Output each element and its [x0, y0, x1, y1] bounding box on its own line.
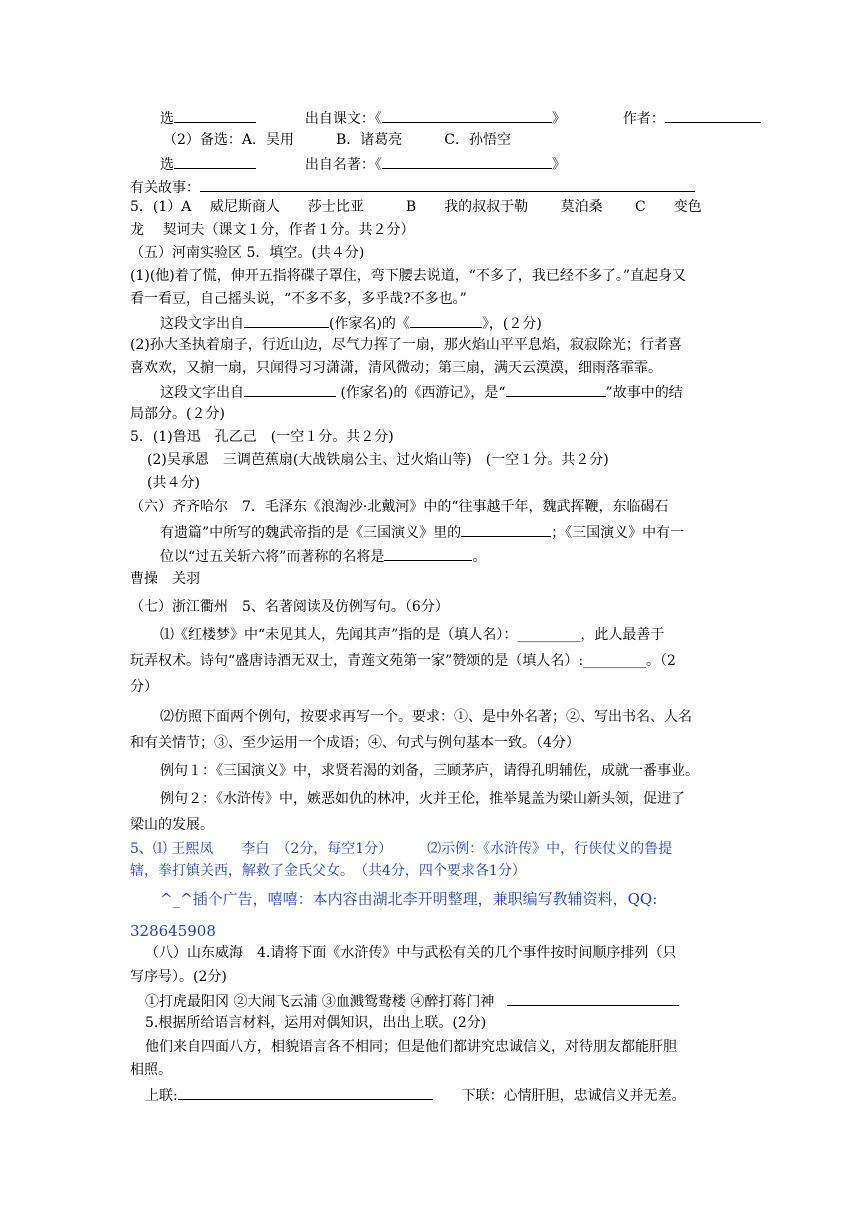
- from-text-label: 出自课文：《: [304, 111, 382, 127]
- s5-p2-line3: [160, 382, 683, 402]
- ad-line1: ^_^插个广告，嘻嘻：本内容由湖北李开明整理，兼职编写教辅资料，QQ:: [160, 890, 658, 908]
- answer-blank: [174, 154, 256, 169]
- text: (作家名)的《西游记》，是“: [340, 385, 506, 401]
- close-bracket: 》: [551, 111, 566, 127]
- s8-material-line2: 相照。: [130, 1062, 172, 1078]
- from-book-label: 出自名著：《: [304, 157, 382, 173]
- lower-couplet: 下联：心情肝胆，忠诚信义并无差。: [461, 1088, 686, 1104]
- text: ①打虎最阳冈 ②大闹飞云浦 ③血溅鸳鸯楼 ④醉打蒋门神: [145, 994, 495, 1010]
- q4-row3: [160, 154, 566, 174]
- s7-p1-line3: 分）: [130, 679, 158, 695]
- answer-blank: [200, 177, 695, 192]
- text: 这段文字出自: [160, 385, 244, 401]
- answer-blank: [506, 382, 606, 397]
- s5-p1-line2: 看一看豆，自己摇头说，“不多不多，多乎哉?不多也。”: [130, 291, 467, 307]
- s7-p2-line2: 和有关情节；③、至少运用一个成语；④、句式与例句基本一致。（4分）: [130, 735, 580, 751]
- s7-p1-line2: 玩弄权术。诗句“盛唐诗酒无双士，青莲文苑第一家”赞颂的是（填人名）:_________。（2: [130, 653, 676, 669]
- s7-answer-line1: 5、⑴ 王熙凤 李白 （2分，每空1分） ⑵示例：《水浒传》中，行侠仗义的鲁提: [130, 841, 673, 857]
- s5-answer-3: (共４分): [147, 475, 200, 491]
- ad-line2: 328645908: [130, 922, 216, 940]
- text: 有遗篇”中所写的魏武帝指的是《三国演义》里的: [160, 525, 462, 541]
- author-label: 作者：: [622, 111, 665, 127]
- select-label: 选: [160, 111, 174, 127]
- s7-p1-line1: ⑴《红楼梦》中“未见其人，先闻其声”指的是（填人名）：_________，此人最善于: [160, 627, 665, 643]
- s8-couplet: [145, 1085, 686, 1105]
- s5-p2-line1: (2)孙大圣执着扇子，行近山边，尽气力挥了一扇，那火焰山平平息焰，寂寂除光；行者喜: [130, 337, 682, 353]
- text: ”故事中的结: [605, 385, 683, 401]
- answer-blank: [665, 108, 761, 123]
- close-bracket: 》: [551, 157, 566, 173]
- q4-row4: [130, 177, 695, 197]
- answer-blank: [461, 522, 551, 537]
- section-5-heading: （五）河南实验区 5．填空。(共４分): [130, 245, 365, 261]
- s7-p2-line1: ⑵仿照下面两个例句，按要求再写一个。要求：①、是中外名著；②、写出书名、人名: [160, 709, 692, 725]
- s8-events: [145, 991, 679, 1011]
- s5-answer-2: (2)吴承恩 三调芭蕉扇(大战铁扇公主、过火焰山等) (一空１分。共２分): [147, 452, 609, 468]
- s7-example-2-line2: 梁山的发展。: [130, 817, 214, 833]
- text: 位以“过五关斩六将”而著称的名将是: [160, 549, 385, 565]
- select-label: 选: [160, 157, 174, 173]
- answer-blank: [410, 313, 482, 328]
- s8-material-line1: 他们来自四面八方，相貌语言各不相同；但是他们都讲究忠诚信义，对待朋友都能肝胆: [145, 1039, 677, 1055]
- s7-example-1: 例句１：《三国演义》中，求贤若渴的刘备，三顾茅庐，请得孔明辅佐，成就一番事业。: [160, 763, 699, 779]
- q4-row1: [160, 108, 761, 128]
- s7-example-2-line1: 例句２：《水浒传》中，嫉恶如仇的林冲，火并王伦，推举晁盖为梁山新头领，促进了: [160, 791, 685, 807]
- answer-blank: [382, 108, 552, 123]
- s5-p1-line3: [160, 313, 542, 333]
- answer-5-line2: 龙 契诃夫（课文１分，作者１分。共２分）: [130, 222, 415, 238]
- text: 这段文字出自: [160, 316, 244, 332]
- q4-row2: （2）备选：A．吴用 B．诸葛亮 C．孙悟空: [163, 132, 512, 148]
- s6-line2: [160, 522, 684, 542]
- s6-answer: 曹操 关羽: [130, 571, 200, 587]
- answer-blank: [382, 154, 552, 169]
- answer-blank: [244, 382, 336, 397]
- s5-answer-1: 5．(1)鲁迅 孔乙己 (一空１分。共２分): [130, 429, 394, 445]
- s5-p2-line2: 喜欢欢，又掮一扇，只闻得习习潇潇，清风微动；第三扇，满天云漠漠，细雨落霏霏。: [130, 360, 662, 376]
- s5-p1-line1: (1)(他)着了慌，伸开五指将碟子罩住，弯下腰去说道，“不多了，我已经不多了。”直起身又: [130, 268, 687, 284]
- answer-5-line1: 5．(1）A 威尼斯商人 莎士比亚 B 我的叔叔于勒 莫泊桑 C 变色: [130, 199, 702, 215]
- answer-blank: [174, 108, 256, 123]
- text: 》，(２分): [481, 316, 542, 332]
- story-label: 有关故事：: [130, 180, 200, 196]
- s8-heading-line1: （八）山东威海 4.请将下面《水浒传》中与武松有关的几个事件按时间顺序排列（只: [145, 945, 677, 961]
- answer-blank: [384, 546, 472, 561]
- s6-line1: （六）齐齐哈尔 7．毛泽东《浪淘沙·北戴河》中的“往事越千年，魏武挥鞭，东临碣石: [130, 499, 669, 515]
- s6-line3: [160, 546, 486, 566]
- s5-p2-line4: 局部分。(２分): [130, 406, 225, 422]
- s8-question-5: 5.根据所给语言材料，运用对偶知识，出出上联。(2分): [145, 1015, 487, 1031]
- text: (作家名)的《: [329, 316, 410, 332]
- s8-heading-line2: 写序号）。(2分): [130, 969, 227, 985]
- answer-blank: [244, 313, 329, 328]
- answer-blank: [507, 991, 679, 1006]
- text: 。: [472, 549, 487, 565]
- s7-heading: （七）浙江衢州 5、名著阅读及仿例写句。（6分）: [130, 599, 449, 615]
- answer-blank: [178, 1085, 433, 1100]
- text: ；《三国演义》中有一: [551, 525, 685, 541]
- s7-answer-line2: 辖，拳打镇关西，解救了金氏父女。 （共4分，四个要求各1分）: [130, 863, 526, 879]
- upper-couplet-label: 上联:: [145, 1088, 178, 1104]
